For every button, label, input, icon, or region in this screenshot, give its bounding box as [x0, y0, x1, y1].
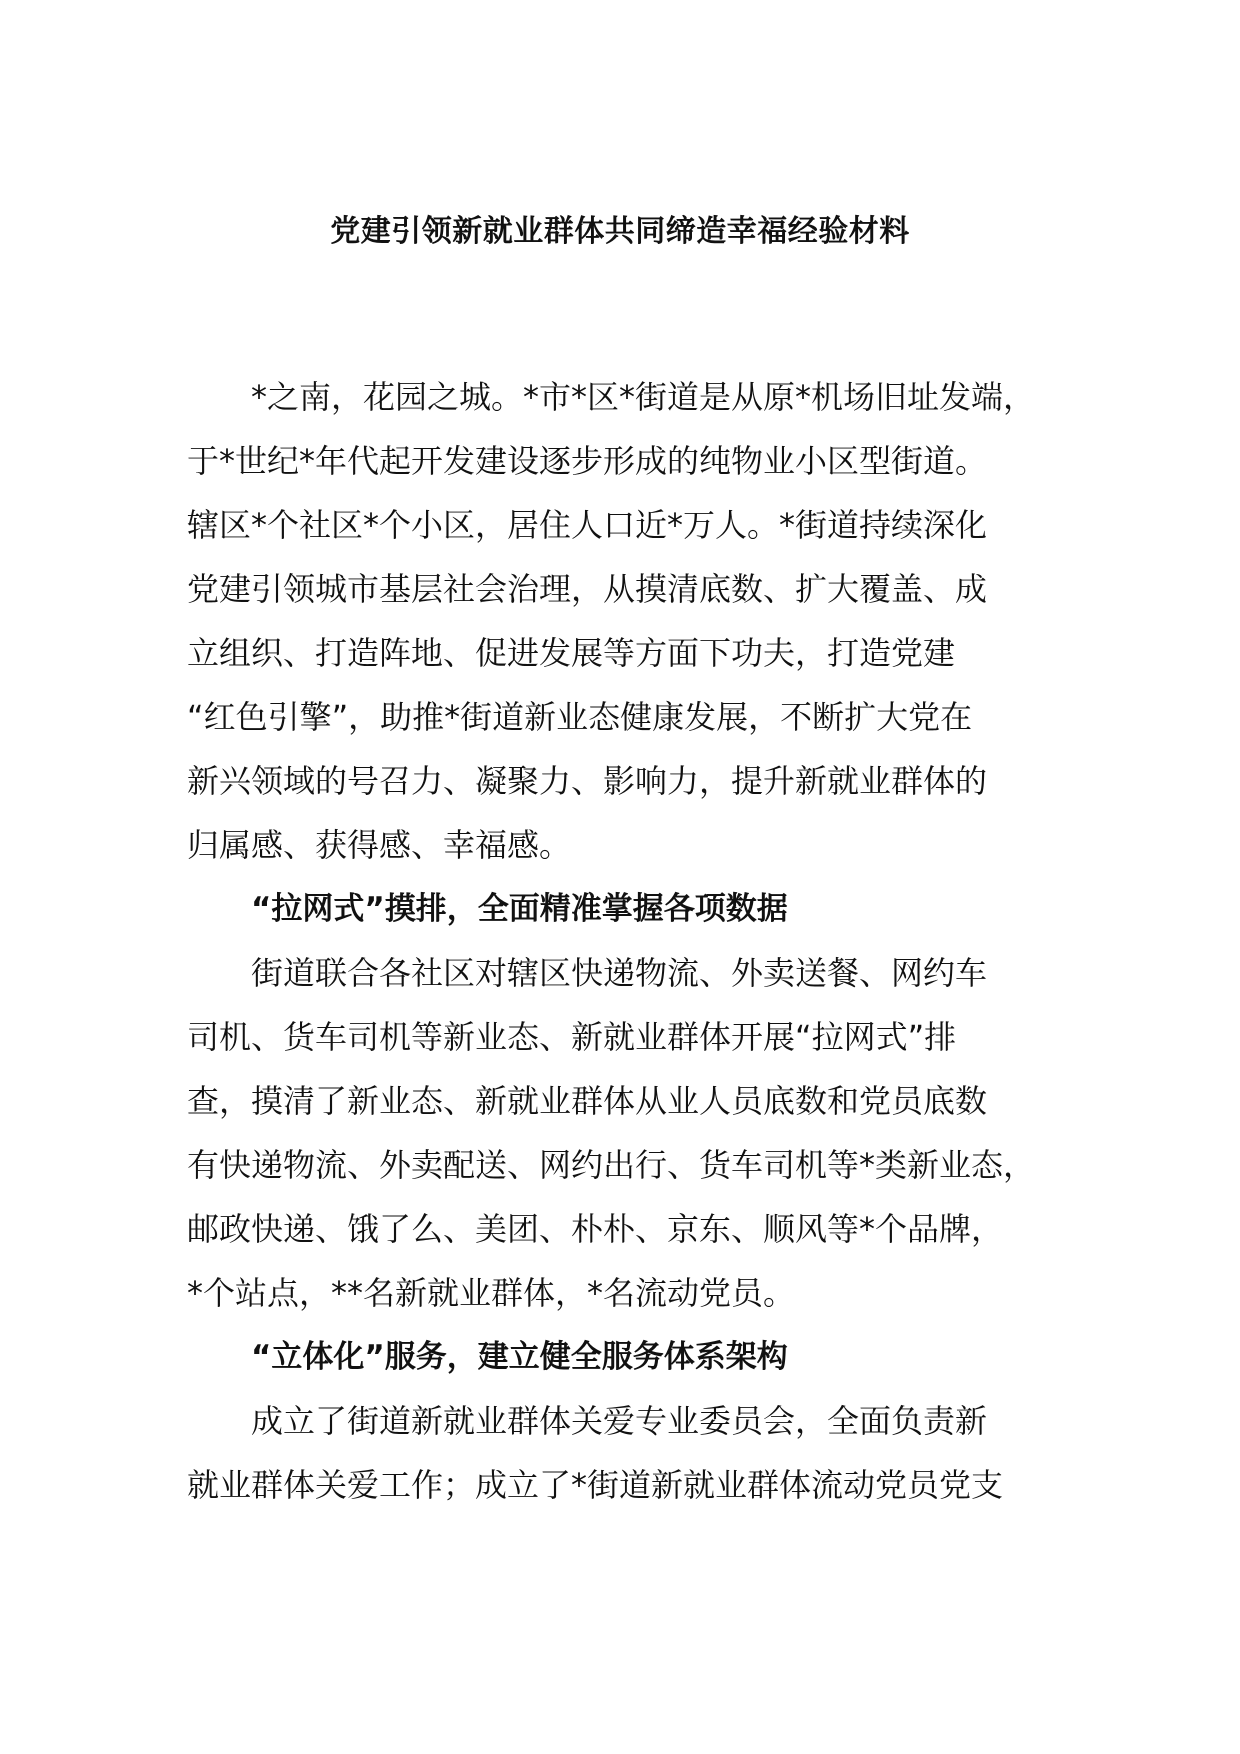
section-heading [187, 877, 1087, 941]
paragraph-line: *个站点，**名新就业群体，*名流动党员。 [187, 1274, 796, 1312]
section-heading-text: “立体化”服务，建立健全服务体系架构 [251, 1339, 788, 1375]
survey-paragraph [187, 941, 1087, 1325]
paragraph-line: 查，摸清了新业态、新就业群体从业人员底数和党员底数 [187, 1082, 988, 1120]
paragraph-line: 立组织、打造阵地、促进发展等方面下功夫，打造党建 [187, 634, 956, 672]
paragraph-line: 辖区*个社区*个小区，居住人口近*万人。*街道持续深化 [187, 506, 988, 544]
paragraph-line: 于*世纪*年代起开发建设逐步形成的纯物业小区型街道。 [187, 442, 988, 480]
paragraph-line: 归属感、获得感、幸福感。 [187, 826, 572, 864]
paragraph-line: 就业群体关爱工作；成立了*街道新就业群体流动党员党支 [187, 1466, 1004, 1504]
paragraph-line: 街道联合各社区对辖区快递物流、外卖送餐、网约车 [251, 954, 988, 992]
intro-paragraph [187, 365, 1087, 877]
paragraph-line: “红色引擎”，助推*街道新业态健康发展，不断扩大党在 [187, 698, 973, 736]
paragraph-line: 新兴领域的号召力、凝聚力、影响力，提升新就业群体的 [187, 762, 988, 800]
document-body [187, 365, 1087, 1517]
section-heading [187, 1325, 1087, 1389]
paragraph-line: 党建引领城市基层社会治理，从摸清底数、扩大覆盖、成 [187, 570, 988, 608]
paragraph-line: *之南，花园之城。*市*区*街道是从原*机场旧址发端， [251, 378, 1036, 416]
paragraph-line: 成立了街道新就业群体关爱专业委员会，全面负责新 [251, 1402, 988, 1440]
section-heading-text: “拉网式”摸排，全面精准掌握各项数据 [251, 891, 788, 927]
document-title: 党建引领新就业群体共同缔造幸福经验材料 [330, 214, 910, 249]
paragraph-line: 邮政快递、饿了么、美团、朴朴、京东、顺风等*个品牌， [187, 1210, 1004, 1248]
service-paragraph [187, 1389, 1087, 1517]
paragraph-line: 司机、货车司机等新业态、新就业群体开展“拉网式”排 [187, 1018, 957, 1056]
paragraph-line: 有快递物流、外卖配送、网约出行、货车司机等*类新业态， [187, 1146, 1036, 1184]
